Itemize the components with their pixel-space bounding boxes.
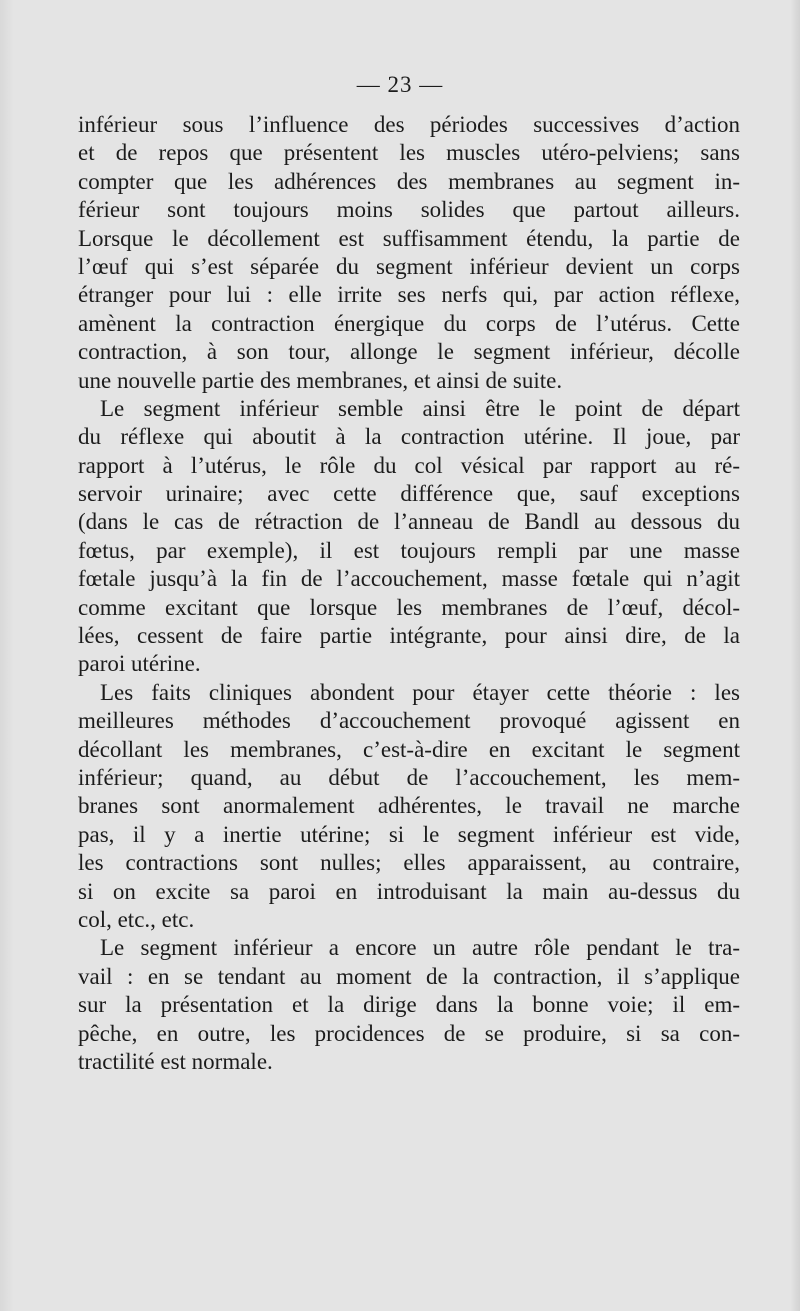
page-number: — 23 —	[356, 72, 444, 97]
text-line: branes sont anormalement adhérentes, le travail ne marche	[78, 793, 740, 819]
text-line: et de repos que présentent les muscles utéro-pelviens; sans	[78, 140, 740, 166]
text-line: lées, cessent de faire partie intégrante, pour ainsi dire, de la	[78, 623, 740, 649]
text-line: décollant les membranes, c’est-à-dire en excitant le segment	[78, 736, 740, 762]
text-line: une nouvelle partie des membranes, et ainsi de suite.	[78, 367, 563, 393]
text-line: fœtale jusqu’à la fin de l’accouchement, masse fœtale qui n’agit	[78, 566, 740, 592]
text-line: sur la présentation et la dirige dans la bonne voie; il em-	[78, 992, 740, 1018]
text-line: inférieur; quand, au début de l’accouchement, les mem-	[78, 764, 740, 790]
text-line: les contractions sont nulles; elles apparaissent, au contraire,	[78, 850, 740, 876]
text-line: pas, il y a inertie utérine; si le segment inférieur est vide,	[78, 821, 740, 847]
text-line: si on excite sa paroi en introduisant la main au-dessus du	[78, 878, 740, 904]
text-line: amènent la contraction énergique du corps de l’utérus. Cette	[78, 310, 740, 336]
text-line: fœtus, par exemple), il est toujours rempli par une masse	[78, 537, 740, 563]
paragraph-1	[78, 111, 740, 395]
text-line: pêche, en outre, les procidences de se produire, si sa con-	[78, 1020, 740, 1046]
paragraph-2	[78, 395, 740, 679]
text-line: Le segment inférieur a encore un autre rôle pendant le tra-	[100, 935, 740, 961]
text-line: du réflexe qui aboutit à la contraction utérine. Il joue, par	[78, 424, 740, 450]
text-line: férieur sont toujours moins solides que partout ailleurs.	[78, 197, 740, 223]
text-line: paroi utérine.	[78, 651, 201, 677]
text-line: Lorsque le décollement est suffisamment étendu, la partie de	[78, 225, 740, 251]
text-line: inférieur sous l’influence des périodes successives d’action	[78, 112, 740, 137]
page-edge-shadow	[790, 0, 800, 1311]
text-line: contraction, à son tour, allonge le segment inférieur, décolle	[78, 339, 740, 365]
paragraph-3	[78, 679, 740, 935]
text-line: rapport à l’utérus, le rôle du col vésical par rapport au ré-	[78, 452, 740, 478]
body-text	[78, 111, 740, 1076]
text-line: compter que les adhérences des membranes au segment in-	[78, 168, 740, 194]
text-line: tractilité est normale.	[78, 1048, 273, 1074]
text-line: servoir urinaire; avec cette différence que, sauf exceptions	[78, 481, 740, 507]
text-line: étranger pour lui : elle irrite ses nerfs qui, par action réflexe,	[78, 282, 740, 308]
paragraph-4	[78, 934, 740, 1076]
text-line: Le segment inférieur semble ainsi être le point de départ	[100, 395, 740, 421]
text-line: comme excitant que lorsque les membranes de l’œuf, décol-	[78, 594, 740, 620]
text-line: vail : en se tendant au moment de la contraction, il s’applique	[78, 963, 740, 989]
text-line: col, etc., etc.	[78, 906, 195, 932]
text-line: Les faits cliniques abondent pour étayer cette théorie : les	[100, 679, 740, 705]
text-line: (dans le cas de rétraction de l’anneau de Bandl au dessous du	[78, 509, 740, 535]
text-line: l’œuf qui s’est séparée du segment inférieur devient un corps	[78, 253, 740, 279]
text-line: meilleures méthodes d’accouchement provoqué agissent en	[78, 708, 740, 734]
page-gutter-shadow	[0, 0, 14, 1311]
